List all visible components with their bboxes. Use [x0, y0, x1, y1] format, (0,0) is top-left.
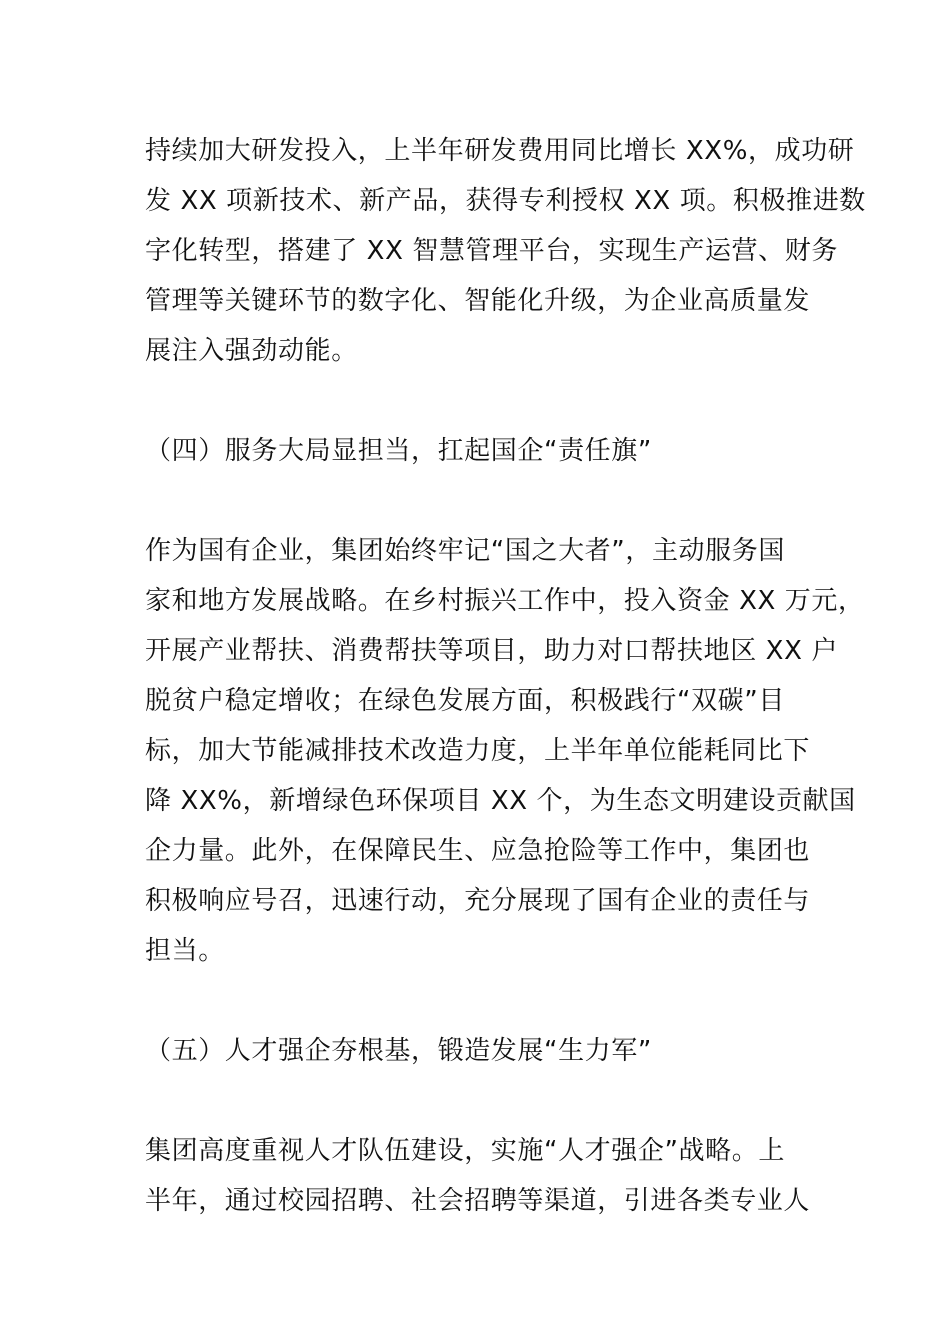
text-line: 半年，通过校园招聘、社会招聘等渠道，引进各类专业人: [145, 1186, 811, 1216]
section-heading-5: （五）人才强企夯根基，锻造发展“生力军”: [145, 1036, 652, 1066]
section-heading-4: （四）服务大局显担当，扛起国企“责任旗”: [145, 436, 652, 466]
text-line: 发 XX 项新技术、新产品，获得专利授权 XX 项。积极推进数: [145, 186, 866, 216]
text-line: 标，加大节能减排技术改造力度，上半年单位能耗同比下: [145, 736, 811, 766]
text-line: 展注入强劲动能。: [145, 336, 358, 366]
text-line: 字化转型，搭建了 XX 智慧管理平台，实现生产运营、财务: [145, 236, 838, 266]
text-line: 持续加大研发投入，上半年研发费用同比增长 XX%，成功研: [145, 136, 855, 166]
text-line: 担当。: [145, 936, 225, 966]
text-line: 作为国有企业，集团始终牢记“国之大者”，主动服务国: [145, 536, 785, 566]
text-line: 企力量。此外，在保障民生、应急抢险等工作中，集团也: [145, 836, 811, 866]
text-line: 家和地方发展战略。在乡村振兴工作中，投入资金 XX 万元，: [145, 586, 865, 616]
text-line: 降 XX%，新增绿色环保项目 XX 个，为生态文明建设贡献国: [145, 786, 856, 816]
text-line: 集团高度重视人才队伍建设，实施“人才强企”战略。上: [145, 1136, 785, 1166]
text-line: 积极响应号召，迅速行动，充分展现了国有企业的责任与: [145, 886, 811, 916]
text-line: 脱贫户稳定增收；在绿色发展方面，积极践行“双碳”目: [145, 686, 785, 716]
text-line: 管理等关键环节的数字化、智能化升级，为企业高质量发: [145, 286, 811, 316]
text-line: 开展产业帮扶、消费帮扶等项目，助力对口帮扶地区 XX 户: [145, 636, 838, 666]
